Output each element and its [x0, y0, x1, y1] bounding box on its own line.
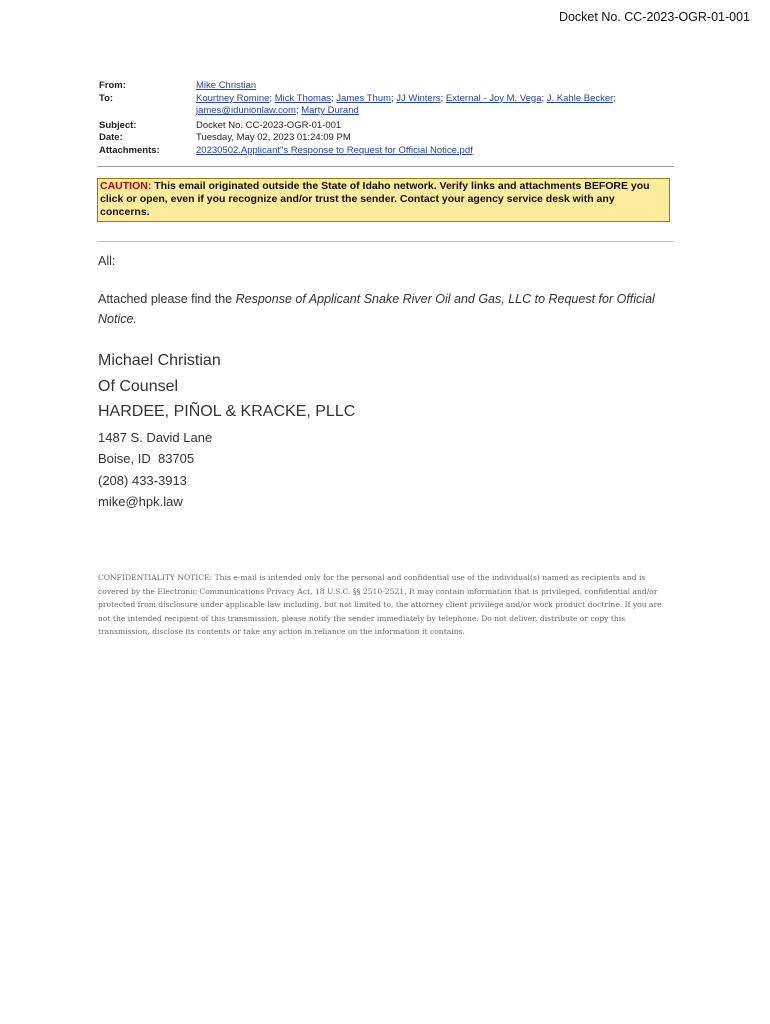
recipient-link[interactable]: Marty Durand [301, 105, 359, 117]
from-row [99, 80, 674, 93]
message-body-prefix: Attached please find the [98, 292, 236, 306]
to-row [99, 93, 674, 118]
caution-text: This email originated outside the State of Idaho network. Verify links and attachments BEFORE you click or open, even if you recognize and/or trust the sender. Contact your agency service desk with any concerns. [100, 180, 650, 218]
signature-firm: HARDEE, PIÑOL & KRACKE, PLLC [98, 403, 356, 420]
header-divider [97, 166, 674, 167]
signature-address-line1: 1487 S. David Lane [98, 429, 213, 445]
to-label: To: [99, 92, 114, 104]
signature-email: mike@hpk.law [98, 494, 183, 509]
subject-row [99, 120, 674, 133]
signature-name: Michael Christian [98, 352, 221, 369]
document-title: Response of Applicant Snake River Oil and Gas, LLC to Request for Official Notice. [98, 292, 655, 326]
recipient-link[interactable]: james@idunionlaw.com [196, 105, 296, 117]
caution-label: CAUTION: [100, 180, 152, 192]
caution-banner [97, 178, 670, 222]
recipient-link[interactable]: JJ Winters [396, 92, 441, 104]
signature-title: Of Counsel [98, 377, 179, 395]
recipient-link[interactable]: Kourtney Romine [196, 92, 270, 104]
attachments-row [99, 145, 674, 158]
recipient-link[interactable]: J. Kahle Becker [546, 92, 614, 104]
sender-link[interactable]: Mike Christian [196, 80, 257, 91]
confidentiality-notice: CONFIDENTIALITY NOTICE: This e-mail is intended only for the personal and confidential use of the individual(s) named as recipients and is covered by the Electronic Communications Privacy Act, 18 U.S.C. §§ 2510-2521. It may contain information that is privileged, confidential and/or protected from disclosure under applicable law including, but not limited to, the attorney client privilege and/or work product doctrine. If you are not the intended recipient of this transmission, please notify the sender immediately by telephone. Do not deliver, distribute or copy this transmission, disclose its contents or take any action in reliance on the information it contains. [98, 573, 662, 637]
greeting: All: [98, 254, 116, 268]
date-value: Tuesday, May 02, 2023 01:24:09 PM [196, 132, 351, 144]
date-row [99, 132, 674, 145]
attachments-label: Attachments: [99, 144, 160, 156]
email-header-block [99, 80, 674, 158]
message-body [98, 289, 678, 329]
subject-label: Subject: [99, 119, 137, 131]
attachment-link[interactable]: 20230502.Applicant"s Response to Request for Official Notice.pdf [196, 144, 473, 156]
signature-block [98, 348, 355, 513]
date-label: Date: [99, 132, 123, 144]
docket-number-header: Docket No. CC-2023-OGR-01-001 [558, 10, 750, 24]
body-divider [97, 241, 674, 242]
signature-phone: (208) 433-3913 [98, 472, 187, 488]
subject-value: Docket No. CC-2023-OGR-01-001 [196, 119, 342, 131]
recipient-list: Kourtney Romine; Mick Thomas; James Thum; JJ Winters; External - Joy M. Vega; J. Kahle Becker; james@idunionlaw.com; Marty Durand [196, 92, 616, 117]
from-label: From: [99, 80, 126, 91]
recipient-link[interactable]: James Thum [336, 92, 392, 104]
signature-address-line2: Boise, ID 83705 [98, 451, 195, 466]
recipient-link[interactable]: Mick Thomas [274, 92, 331, 104]
recipient-link[interactable]: External - Joy M. Vega [445, 92, 542, 104]
